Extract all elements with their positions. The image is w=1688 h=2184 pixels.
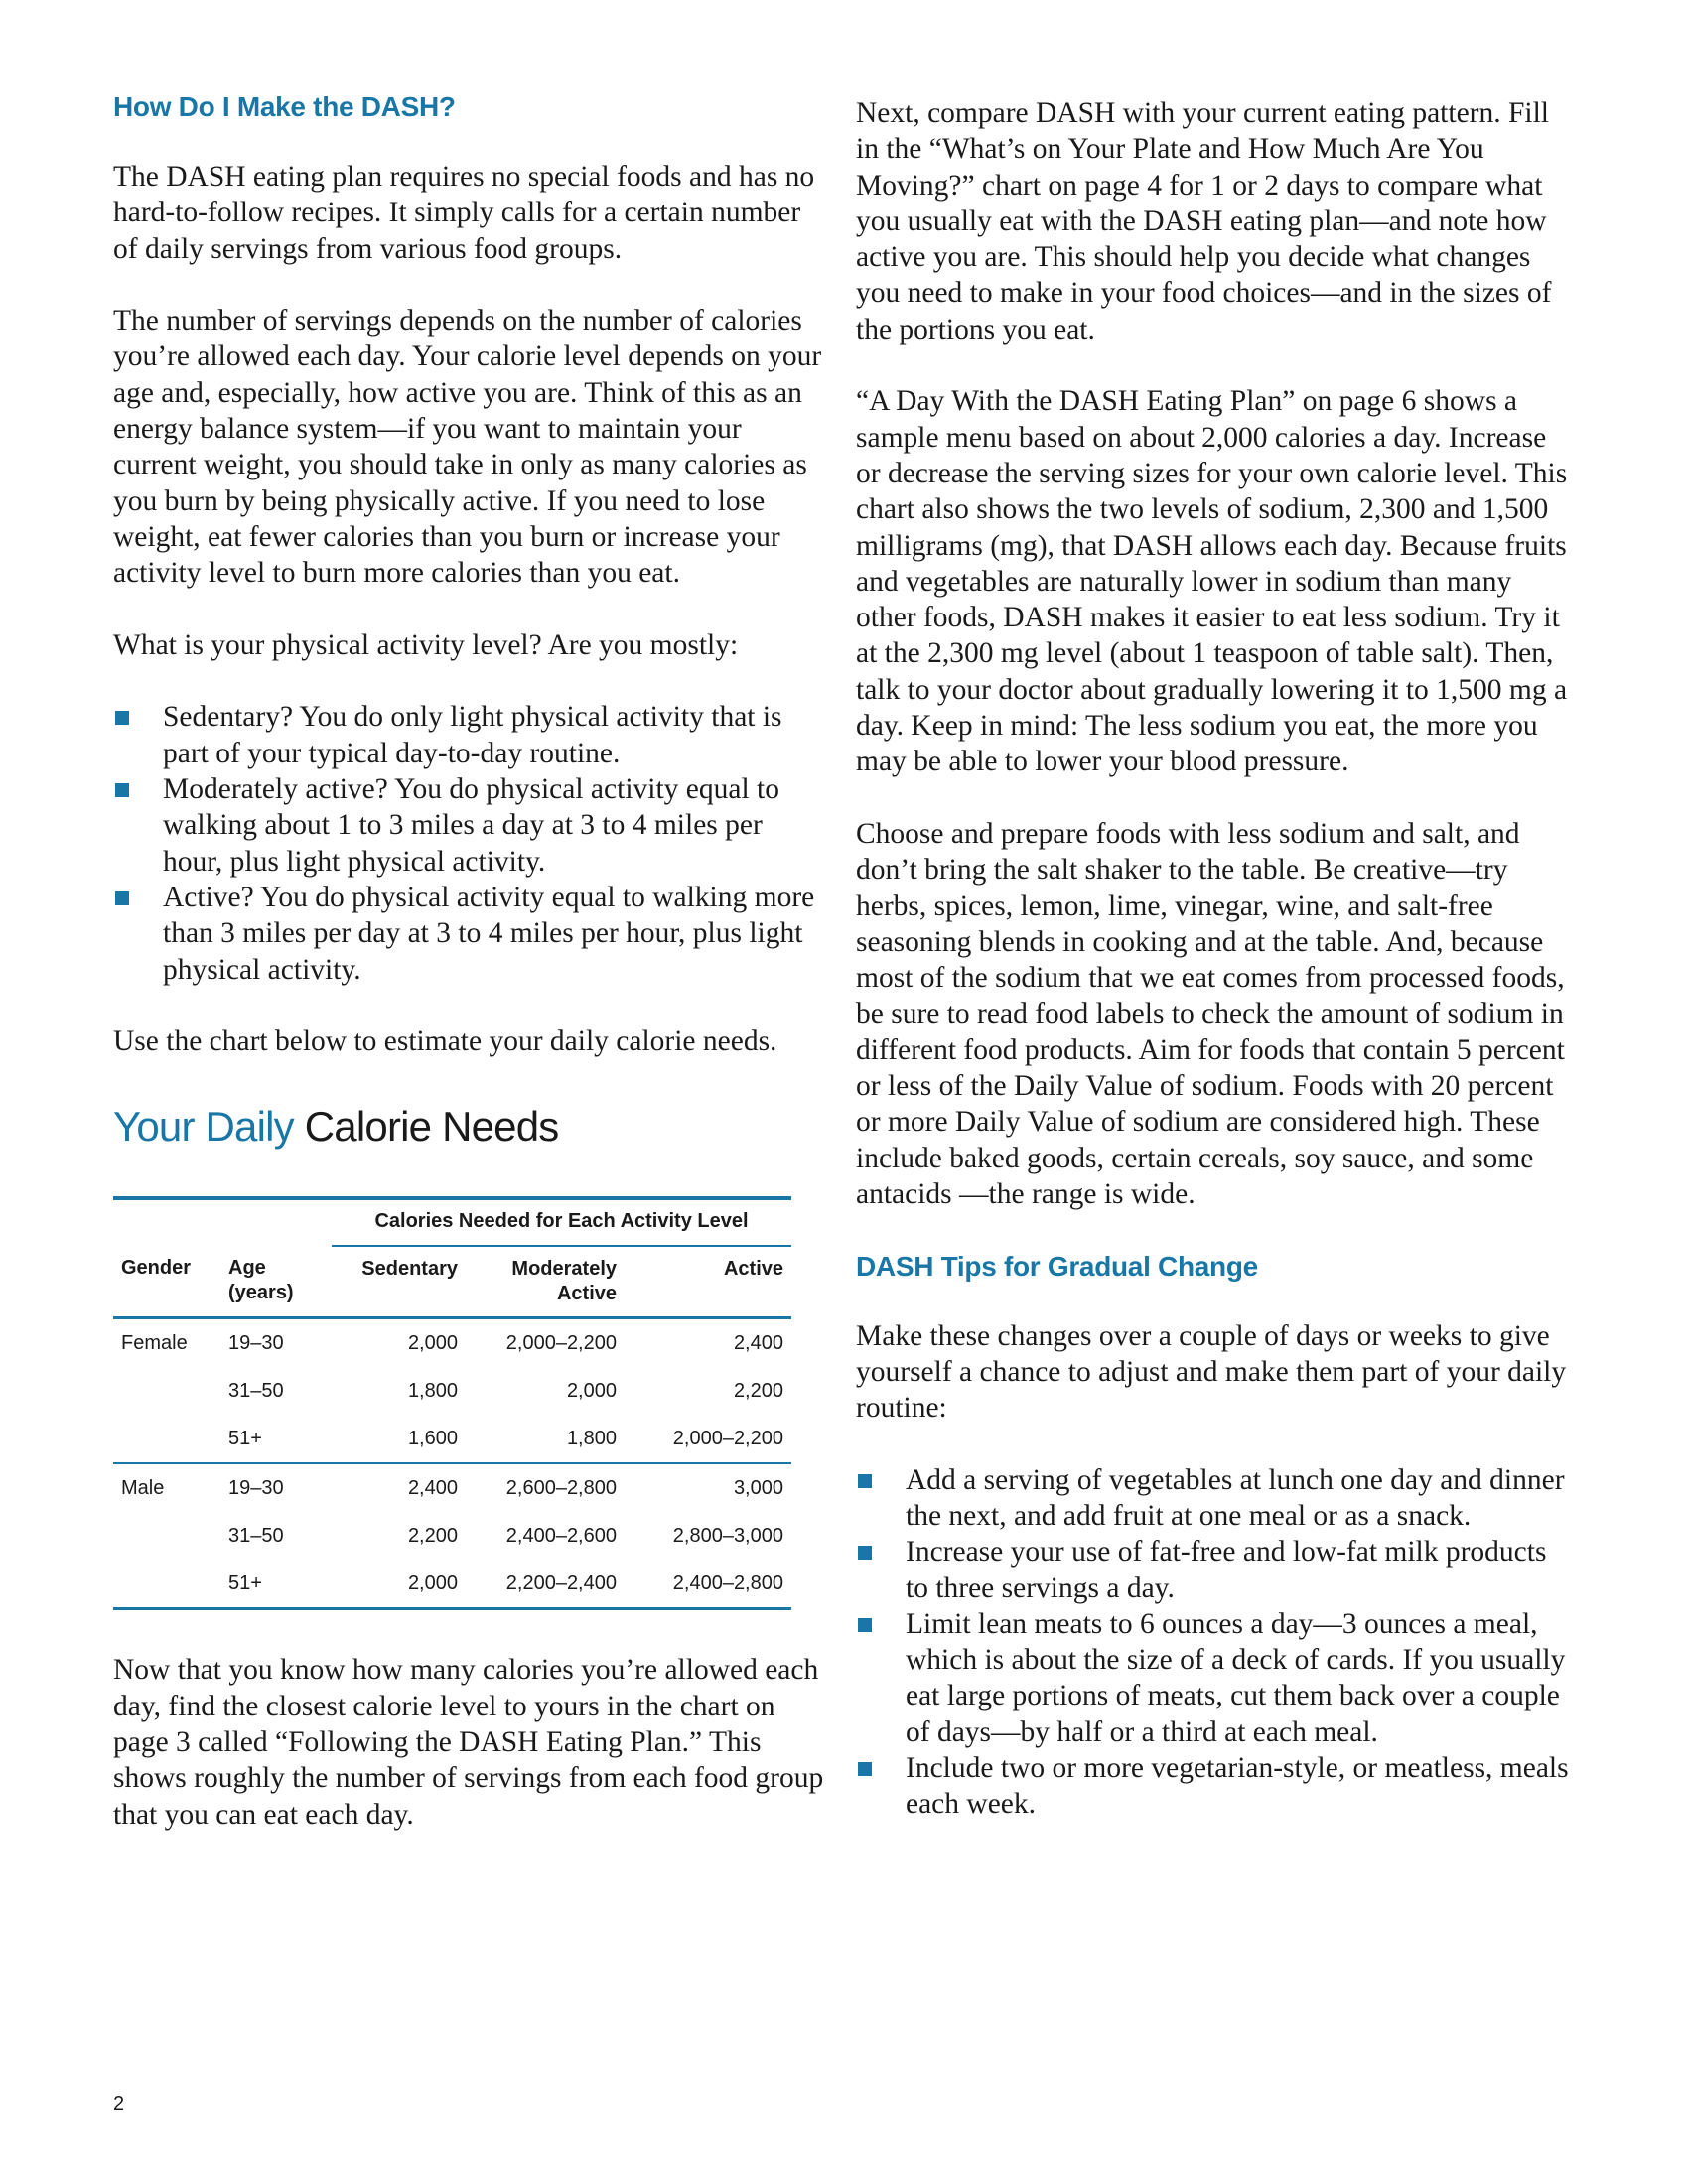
list-item <box>113 699 828 771</box>
cell-age: 19–30 <box>228 1331 284 1354</box>
paragraph: Choose and prepare foods with less sodium and salt, and don’t bring the salt shaker to the table. Be creative—try herbs, spices, lemon, lime, vinegar, wine, and salt-free seasoning blends in cooking and at the table. And, because most of the sodium that we eat comes from processed foods, be sure to read food labels to check the amount of sodium in different food products. Aim for foods that contain 5 percent or less of the Daily Value of sodium. Foods with 20 percent or more Daily Value of sodium are considered high. These include baked goods, certain cereals, soy sauce, and some antacids —the range is wide. <box>856 817 1565 1210</box>
list-item-text: Moderately active? You do physical activity equal to walking about 1 to 3 miles a day at 3 to 4 miles per hour, plus light physical activity. <box>163 773 779 878</box>
table-row <box>113 1415 791 1463</box>
cell-moderate: 2,400–2,600 <box>505 1524 617 1547</box>
table-row <box>113 1512 791 1560</box>
cell-moderate: 1,800 <box>466 1415 625 1463</box>
list-item-text: Limit lean meats to 6 ounces a day—3 ounces a meal, which is about the size of a deck of cards. If you usually eat large portions of meats, cut them back over a couple of days—by half or a third at each meal. <box>906 1607 1566 1748</box>
cell-age: 19–30 <box>228 1476 284 1499</box>
square-bullet-icon <box>115 783 129 797</box>
cell-sedentary: 1,800 <box>407 1379 458 1402</box>
paragraph: “A Day With the DASH Eating Plan” on page 6 shows a sample menu based on about 2,000 calories a day. Increase or decrease the serving sizes for your own calorie level. This chart also shows the two levels of sodium, 2,300 and 1,500 milligrams (mg), that DASH allows each day. Because fruits and vegetables are naturally lower in sodium than many other foods, DASH makes it easier to eat less sodium. Try it at the 2,300 mg level (about 1 teaspoon of table salt). Then, talk to your doctor about gradually lowering it to 1,500 mg a day. Keep in mind: The less sodium you eat, the more you may be able to lower your blood pressure. <box>856 385 1568 778</box>
section-heading: DASH Tips for Gradual Change <box>856 1250 1258 1282</box>
column-header-moderately-active: Moderately Active <box>511 1258 617 1305</box>
table-row <box>113 1367 791 1415</box>
table-title-rest: Calorie Needs <box>304 1103 559 1151</box>
cell-gender <box>113 1367 220 1415</box>
list-item-text: Add a serving of vegetables at lunch one day and dinner the next, and add fruit at one meal or as a snack. <box>906 1463 1565 1532</box>
cell-age: 31–50 <box>228 1524 284 1547</box>
list-item <box>856 1462 1575 1535</box>
table-title <box>113 1101 828 1153</box>
list-item-text: Sedentary? You do only light physical activity that is part of your typical day-to-day routine. <box>163 701 782 769</box>
cell-sedentary: 2,400 <box>407 1476 458 1499</box>
square-bullet-icon <box>858 1546 872 1560</box>
cell-gender: Male <box>121 1476 165 1499</box>
cell-active: 2,400 <box>733 1331 783 1354</box>
cell-age: 51+ <box>220 1560 332 1609</box>
column-header-sedentary: Sedentary <box>361 1258 458 1281</box>
paragraph: Now that you know how many calories you’re allowed each day, find the closest calorie level to yours in the chart on page 3 called “Following the DASH Eating Plan.” This shows roughly the number of servings from each food group that you can eat each day. <box>113 1654 824 1831</box>
column-header-gender: Gender <box>121 1257 192 1280</box>
calorie-needs-table <box>113 1196 791 1610</box>
cell-gender <box>113 1560 220 1609</box>
cell-moderate: 2,200–2,400 <box>466 1560 625 1609</box>
paragraph: Use the chart below to estimate your daily calorie needs. <box>113 1025 777 1058</box>
table-row <box>113 1560 791 1609</box>
square-bullet-icon <box>858 1618 872 1632</box>
list-item <box>856 1750 1575 1823</box>
list-item-text: Active? You do physical activity equal to walking more than 3 miles per day at 3 to 4 miles per hour, plus light physical activity. <box>163 881 815 986</box>
right-column <box>856 95 1575 1858</box>
cell-age: 31–50 <box>228 1379 284 1402</box>
list-item-text: Increase your use of fat-free and low-fat milk products to three servings a day. <box>906 1536 1547 1604</box>
cell-gender: Female <box>121 1331 188 1354</box>
list-item-text: Include two or more vegetarian-style, or meatless, meals each week. <box>906 1752 1569 1821</box>
square-bullet-icon <box>858 1762 872 1776</box>
paragraph: The DASH eating plan requires no special foods and has no hard-to-follow recipes. It simply calls for a certain number of daily servings from various food groups. <box>113 161 815 265</box>
paragraph: Next, compare DASH with your current eating pattern. Fill in the “What’s on Your Plate and How Much Are You Moving?” chart on page 4 for 1 or 2 days to compare what you usually eat with the DASH eating plan—and note how active you are. This should help you decide what changes you need to make in your food choices—and in the sizes of the portions you eat. <box>856 97 1552 345</box>
cell-active: 2,400–2,800 <box>625 1560 791 1609</box>
square-bullet-icon <box>115 891 129 905</box>
cell-moderate: 2,600–2,800 <box>505 1476 617 1499</box>
paragraph: Make these changes over a couple of days or weeks to give yourself a chance to adjust and make them part of your daily routine: <box>856 1319 1567 1425</box>
cell-sedentary: 1,600 <box>332 1415 466 1463</box>
table-title-accent: Your Daily <box>113 1103 294 1151</box>
list-item <box>856 1534 1575 1606</box>
tips-list <box>856 1462 1575 1823</box>
paragraph: The number of servings depends on the number of calories you’re allowed each day. Your calorie level depends on your age and, especially, how active you are. Think of this as an energy balance system—if you want to maintain your current weight, you should take in only as many calories as you burn by being physically active. If you need to lose weight, eat fewer calories than you burn or increase your activity level to burn more calories than you eat. <box>113 305 822 590</box>
list-item <box>113 880 828 988</box>
cell-sedentary: 2,200 <box>407 1524 458 1547</box>
cell-active: 3,000 <box>733 1476 783 1499</box>
cell-moderate: 2,000–2,200 <box>505 1331 617 1354</box>
cell-age: 51+ <box>220 1415 332 1463</box>
left-column <box>113 89 828 1868</box>
cell-gender <box>113 1512 220 1560</box>
table-row <box>113 1463 791 1512</box>
paragraph: What is your physical activity level? Are you mostly: <box>113 628 739 661</box>
cell-gender <box>113 1415 220 1463</box>
square-bullet-icon <box>858 1474 872 1488</box>
square-bullet-icon <box>115 711 129 725</box>
page-number: 2 <box>113 2093 125 2115</box>
cell-sedentary: 2,000 <box>407 1331 458 1354</box>
column-header-active: Active <box>723 1258 783 1281</box>
cell-active: 2,000–2,200 <box>625 1415 791 1463</box>
list-item <box>856 1606 1575 1750</box>
activity-level-list <box>113 699 828 987</box>
cell-active: 2,800–3,000 <box>672 1524 783 1547</box>
cell-sedentary: 2,000 <box>332 1560 466 1609</box>
cell-active: 2,200 <box>733 1379 783 1402</box>
section-heading: How Do I Make the DASH? <box>113 91 456 122</box>
group-header: Calories Needed for Each Activity Level <box>332 1200 791 1246</box>
list-item <box>113 771 828 880</box>
cell-moderate: 2,000 <box>566 1379 617 1402</box>
table-row <box>113 1318 791 1368</box>
column-header-age: Age (years) <box>228 1257 294 1304</box>
